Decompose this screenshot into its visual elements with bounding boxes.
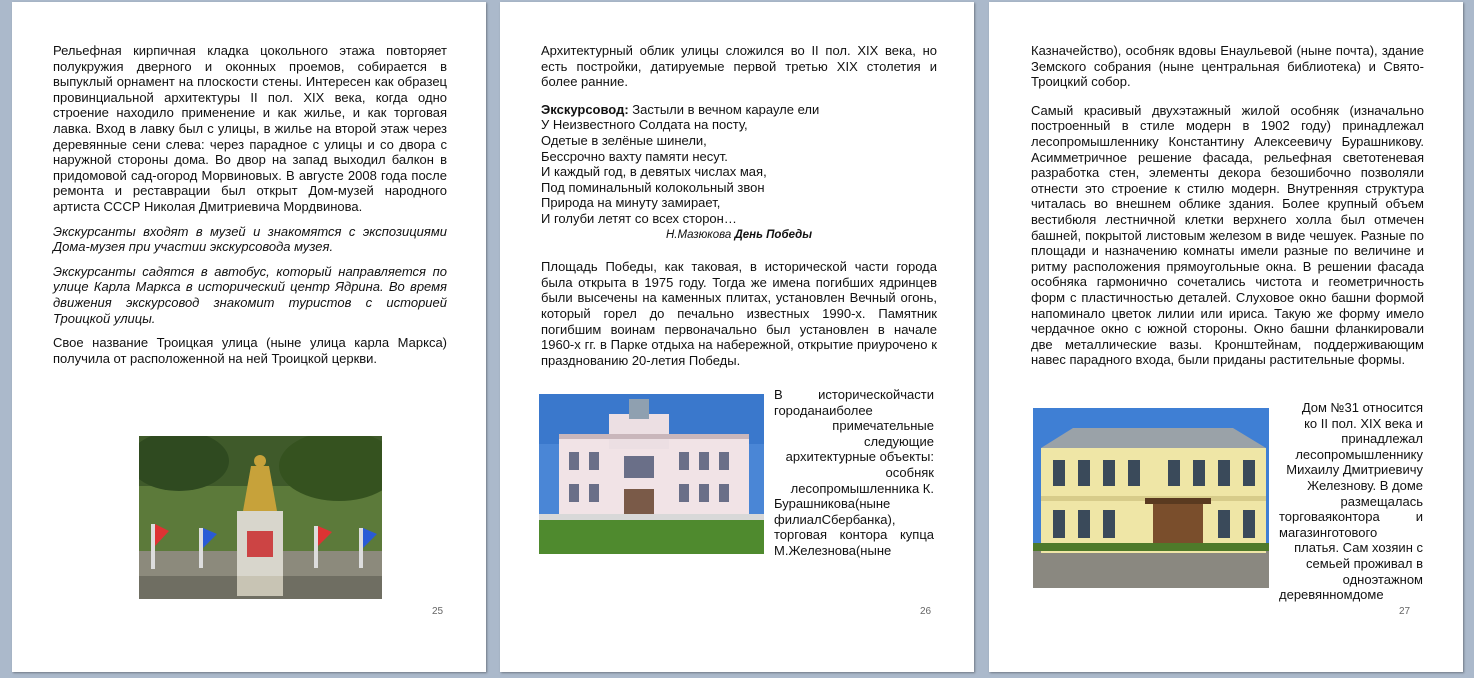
zheleznov-house-photo — [1033, 408, 1269, 588]
paragraph: Рельефная кирпичная кладка цокольного этажа повторяет полукружия дверного и оконных проемов, собирается в выпуклый орнамент на плоскости стены. Интересен как образец провинциальной архитектуры II пол. XIX века, когда одно строение находило применение и как жилье, и как торговая лавка. Вход в лавку был с улицы, в жилье на второй этаж через деревянные сени слева: через парадное с улицы и со двора с наружной стороны дома. Во двор на запад выходил балкон в придомовой сад-огород Морвиновых. В августе 2008 года после ремонта и реставрации был открыт Дом-музей народного артиста СССР Николая Дмитриевича Мордвинова. — [53, 43, 447, 214]
poem-line: И голуби летят со всех сторон… — [541, 210, 737, 226]
page-27 — [989, 2, 1463, 672]
poem-signature — [541, 228, 937, 244]
poem-speaker: Экскурсовод: — [541, 101, 629, 117]
poem-line: Экскурсовод: Застыли в вечном карауле ели — [541, 101, 820, 117]
poem-line: Бессрочно вахту памяти несут. — [541, 148, 728, 164]
page-26 — [500, 2, 974, 672]
poem-line: Природа на минуту замирает, — [541, 195, 721, 211]
paragraph: Экскурсанты садятся в автобус, который направляется по улице Карла Маркса в исторический центр Ядрина. Во время движения экскурсовод знакомит туристов с историей Троицкой улицы. — [53, 263, 447, 326]
page-25-text — [53, 43, 447, 375]
poem-title: День Победы — [734, 228, 813, 241]
poem-author: Н.Мазюкова — [665, 228, 732, 241]
page-number: 25 — [432, 606, 444, 617]
page-25 — [12, 2, 486, 672]
paragraph: Самый красивый двухэтажный жилой особняк (изначально построенный в стиле модерн в 1902 году) принадлежал лесопромышленнику Константину Алексеевичу Бурашникову. Асимметричное решение фасада, рельефная светотеневая разработка стен, элементы декора безошибочно позволяли отнести это строение к стилю модерн. Внутренняя структура читалась во внешнем облике здания. Более крупный объем вестибюля лестничной клетки верхнего холла был отмечен башней, покрытой листовым железом в виде чешуек. Разные по площади и назначению комнаты имели разные по величине и ритму расположения прямоугольные окна. В решении фасада особняка гармонично сочетались чистота и геометричность форм с пластичностью деталей. Слуховое окно башни формой напоминало цветок лилии или ириса. Такую же форму имело чердачное окно с южной стороны. Окно башни фланкировали две металлические вазы. Кронштейнам, поддерживающим навес парадного входа, были приданы растительные формы. — [1031, 102, 1424, 368]
paragraph: Площадь Победы, как таковая, в исторической части города была открыта в 1975 году. Тогда же имена погибших ядринцев были высечены на каменных плитах, установлен Вечный огонь, который горел до печально известных 1990-х. Памятник погибшим воинам первоначально был установлен в начале 1960-х гг. в Парке отдыха на набережной, открытие приурочено к празднованию 20-летия Победы. — [541, 259, 937, 368]
paragraph: Свое название Троицкая улица (ныне улица карла Маркса) получила от расположенной на ней Троицкой церкви. — [53, 335, 447, 366]
page-27-sidebar-text: Дом №31 относится ко II пол. XIX века и принадлежал лесопромышленнику Михаилу Дмитриевичу Железнову. В доме размещалась торговаяконтора и магазинготового платья. Сам хозяин с семьей проживал в одноэтажном деревянномдоме — [1279, 400, 1423, 603]
paragraph: Экскурсанты входят в музей и знакомятся с экспозициями Дома-музея при участии экскурсовода музея. — [53, 223, 447, 255]
page-26-sidebar-text: В историческойчасти городанаиболее примечательные следующие архитектурные объекты: особняк лесопромышленника К. Бурашникова(ныне филиалСбербанка), торговая контора купца М.Железнова(ныне — [774, 387, 934, 558]
poem-line: И каждый год, в девятых числах мая, — [541, 164, 767, 180]
page-26-text — [541, 43, 937, 377]
burashnikov-mansion-photo — [539, 394, 764, 554]
poem-line: Под поминальный колокольный звон — [541, 179, 765, 195]
poem-line: Одетые в зелёные шинели, — [541, 132, 707, 148]
monument-photo — [139, 436, 382, 599]
paragraph: Казначейство), особняк вдовы Енаульевой (ныне почта), здание Земского собрания (ныне центральная библиотека) и Свято-Троицкий собор. — [1031, 43, 1424, 90]
poem-line: У Неизвестного Солдата на посту, — [541, 117, 748, 133]
intro-paragraph: Архитектурный облик улицы сложился во II пол. XIX века, но есть постройки, датируемые первой третью XIX столетия и более ранние. — [541, 43, 937, 90]
page-number: 26 — [920, 606, 932, 617]
page-number: 27 — [1399, 606, 1411, 617]
page-27-text — [1031, 43, 1424, 377]
